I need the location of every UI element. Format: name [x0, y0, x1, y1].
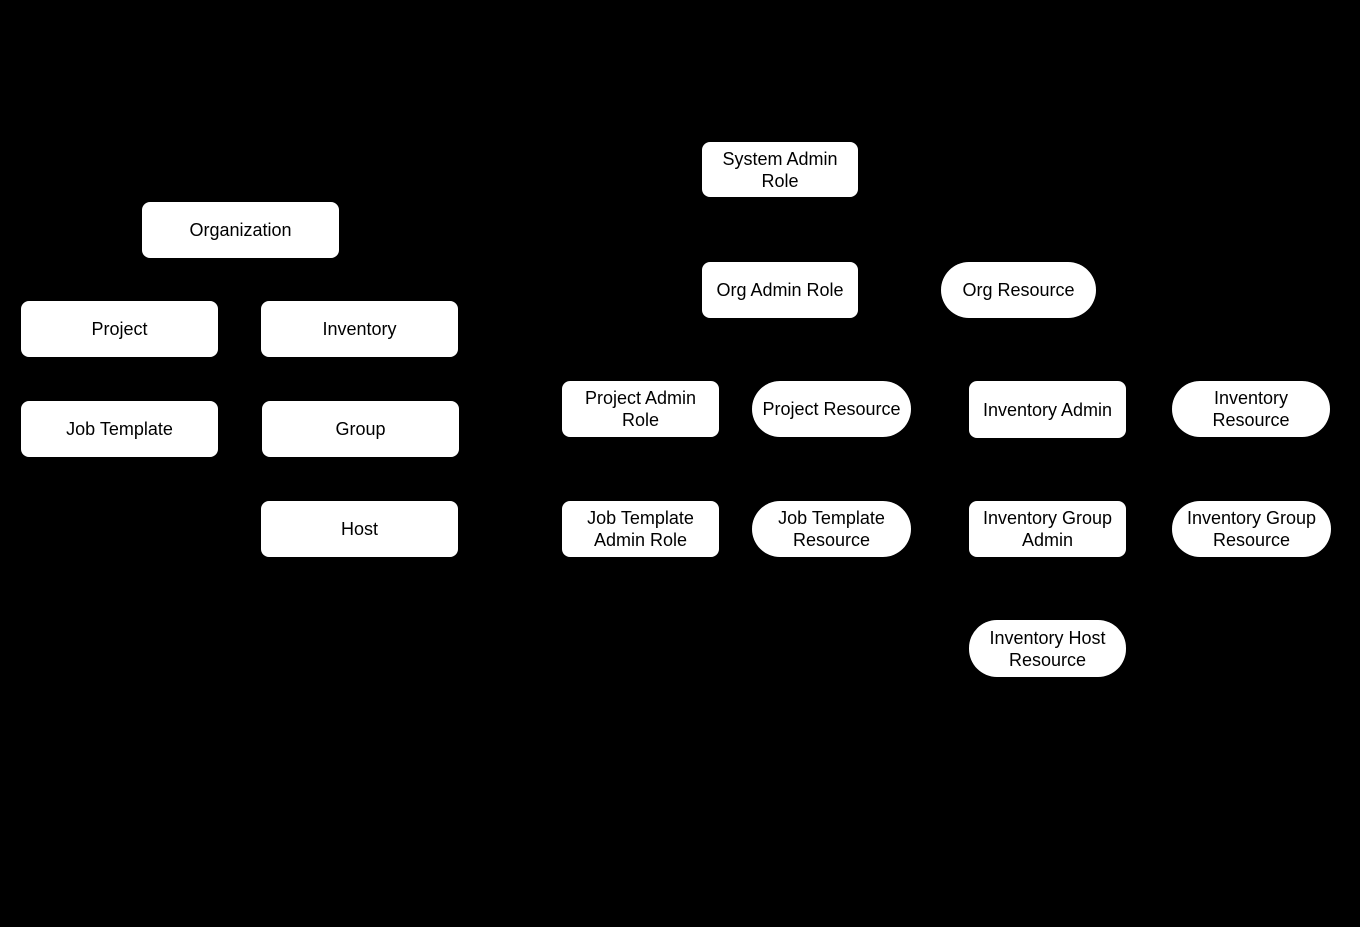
node-host: Host — [261, 501, 458, 557]
node-inventory-resource: Inventory Resource — [1172, 381, 1330, 437]
node-org-resource: Org Resource — [941, 262, 1096, 318]
node-system-admin-role: System Admin Role — [702, 142, 858, 197]
node-group: Group — [262, 401, 459, 457]
node-job-template: Job Template — [21, 401, 218, 457]
node-org-admin-role: Org Admin Role — [702, 262, 858, 318]
node-project-admin-role: Project Admin Role — [562, 381, 719, 437]
node-project-resource: Project Resource — [752, 381, 911, 437]
node-inventory-group-admin: Inventory Group Admin — [969, 501, 1126, 557]
node-job-template-admin-role: Job Template Admin Role — [562, 501, 719, 557]
node-inventory-group-resource: Inventory Group Resource — [1172, 501, 1331, 557]
node-inventory-admin: Inventory Admin — [969, 381, 1126, 438]
node-inventory: Inventory — [261, 301, 458, 357]
node-project: Project — [21, 301, 218, 357]
node-job-template-resource: Job Template Resource — [752, 501, 911, 557]
node-inventory-host-resource: Inventory Host Resource — [969, 620, 1126, 677]
node-organization: Organization — [142, 202, 339, 258]
